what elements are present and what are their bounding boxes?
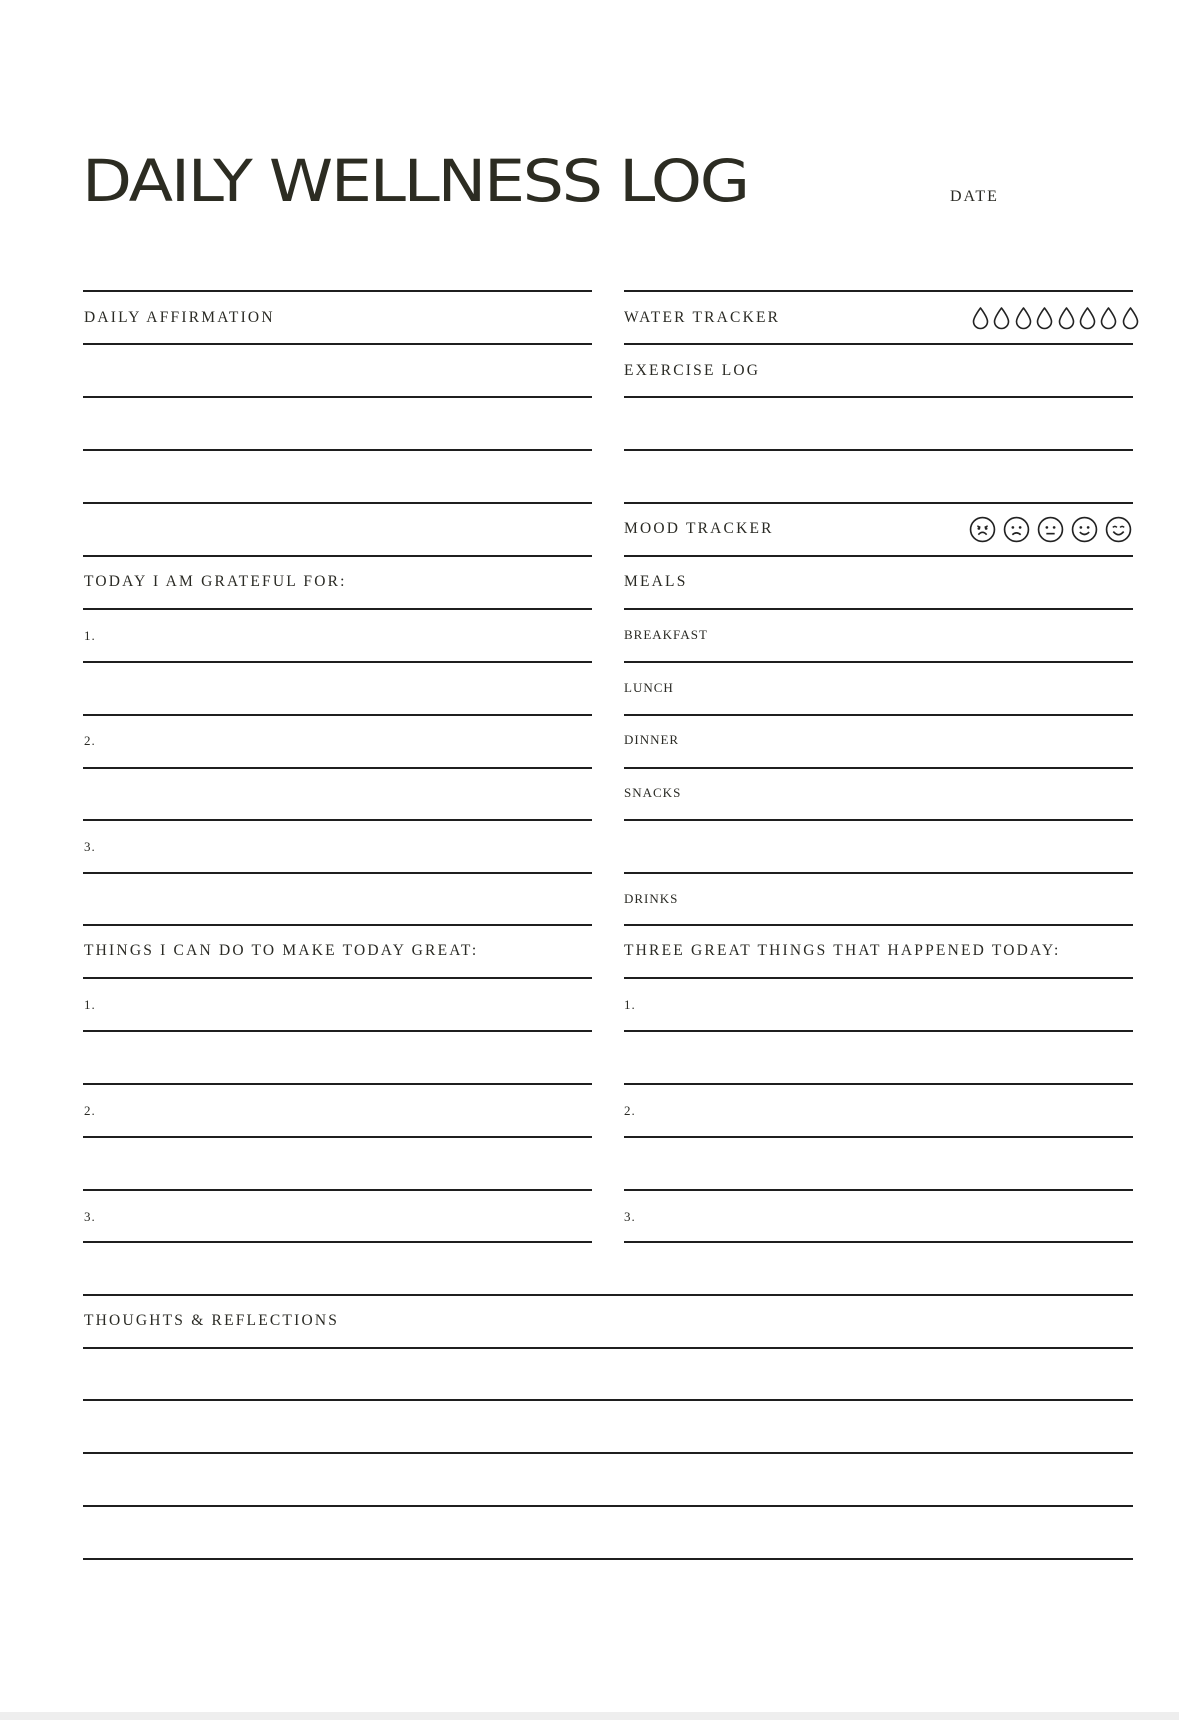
- left-rule-line: [83, 661, 592, 663]
- reflection-rule-line: [83, 1505, 1133, 1507]
- mood-tracker-label: MOOD TRACKER: [624, 520, 774, 537]
- lunch-label: LUNCH: [624, 680, 674, 695]
- left-rule-line: [83, 1136, 592, 1138]
- right-rule-line: [624, 502, 1133, 504]
- right-rule-line: [624, 977, 1133, 979]
- things-to-do-item-1: 1.: [84, 997, 96, 1012]
- things-to-do-heading: THINGS I CAN DO TO MAKE TODAY GREAT:: [84, 942, 479, 959]
- reflections-heading: THOUGHTS & REFLECTIONS: [84, 1312, 340, 1329]
- right-rule-line: [624, 555, 1133, 557]
- great-thing-item-2: 2.: [624, 1103, 636, 1118]
- left-rule-line: [83, 502, 592, 504]
- right-rule-line: [624, 1189, 1133, 1191]
- right-rule-line: [624, 1083, 1133, 1085]
- left-rule-line: [83, 449, 592, 451]
- water-drop-icon[interactable]: [991, 306, 1012, 330]
- sad-face-icon[interactable]: [1003, 516, 1030, 543]
- left-rule-line: [83, 714, 592, 716]
- happy-face-icon[interactable]: [1071, 516, 1098, 543]
- left-rule-line: [83, 1189, 592, 1191]
- right-rule-line: [624, 872, 1133, 874]
- left-rule-line: [83, 819, 592, 821]
- left-rule-line: [83, 290, 592, 292]
- water-drop-icons: [970, 306, 1141, 330]
- right-rule-line: [624, 396, 1133, 398]
- right-rule-line: [624, 924, 1133, 926]
- snacks-label: SNACKS: [624, 785, 682, 800]
- left-rule-line: [83, 555, 592, 557]
- water-tracker-label: WATER TRACKER: [624, 309, 781, 326]
- water-drop-icon[interactable]: [1034, 306, 1055, 330]
- left-rule-line: [83, 977, 592, 979]
- meals-heading: MEALS: [624, 573, 688, 590]
- water-drop-icon[interactable]: [1098, 306, 1119, 330]
- right-rule-line: [624, 714, 1133, 716]
- right-rule-line: [624, 661, 1133, 663]
- grateful-item-1: 1.: [84, 628, 96, 643]
- things-to-do-item-2: 2.: [84, 1103, 96, 1118]
- water-drop-icon[interactable]: [1056, 306, 1077, 330]
- left-rule-line: [83, 343, 592, 345]
- breakfast-label: BREAKFAST: [624, 627, 708, 642]
- reflection-rule-line: [83, 1452, 1133, 1454]
- grateful-item-3: 3.: [84, 839, 96, 854]
- water-drop-icon[interactable]: [1013, 306, 1034, 330]
- reflection-rule-line: [83, 1347, 1133, 1349]
- grateful-item-2: 2.: [84, 733, 96, 748]
- exercise-log-label: EXERCISE LOG: [624, 362, 761, 379]
- left-rule-line: [83, 1083, 592, 1085]
- reflection-rule-line: [83, 1399, 1133, 1401]
- neutral-face-icon[interactable]: [1037, 516, 1064, 543]
- right-rule-line: [624, 1030, 1133, 1032]
- right-rule-line: [624, 1136, 1133, 1138]
- drinks-label: DRINKS: [624, 891, 679, 906]
- page-edge: [0, 1712, 1179, 1720]
- right-rule-line: [624, 1241, 1133, 1243]
- dinner-label: DINNER: [624, 732, 680, 747]
- right-rule-line: [624, 449, 1133, 451]
- reflection-rule-line: [83, 1558, 1133, 1560]
- left-rule-line: [83, 396, 592, 398]
- left-rule-line: [83, 767, 592, 769]
- daily-affirmation-label: DAILY AFFIRMATION: [84, 309, 275, 326]
- great-thing-item-3: 3.: [624, 1209, 636, 1224]
- grateful-heading: TODAY I AM GRATEFUL FOR:: [84, 573, 347, 590]
- mood-icons: [969, 516, 1139, 543]
- water-drop-icon[interactable]: [970, 306, 991, 330]
- things-to-do-item-3: 3.: [84, 1209, 96, 1224]
- right-rule-line: [624, 767, 1133, 769]
- very-sad-face-icon[interactable]: [969, 516, 996, 543]
- left-rule-line: [83, 608, 592, 610]
- water-drop-icon[interactable]: [1077, 306, 1098, 330]
- very-happy-face-icon[interactable]: [1105, 516, 1132, 543]
- water-drop-icon[interactable]: [1120, 306, 1141, 330]
- three-great-things-heading: THREE GREAT THINGS THAT HAPPENED TODAY:: [624, 942, 1061, 959]
- great-thing-item-1: 1.: [624, 997, 636, 1012]
- left-rule-line: [83, 924, 592, 926]
- left-rule-line: [83, 1030, 592, 1032]
- date-label: DATE: [950, 188, 999, 205]
- reflection-rule-line: [83, 1294, 1133, 1296]
- right-rule-line: [624, 819, 1133, 821]
- left-rule-line: [83, 1241, 592, 1243]
- page-title: DAILY WELLNESS LOG: [82, 147, 748, 215]
- right-rule-line: [624, 608, 1133, 610]
- left-rule-line: [83, 872, 592, 874]
- right-rule-line: [624, 343, 1133, 345]
- right-rule-line: [624, 290, 1133, 292]
